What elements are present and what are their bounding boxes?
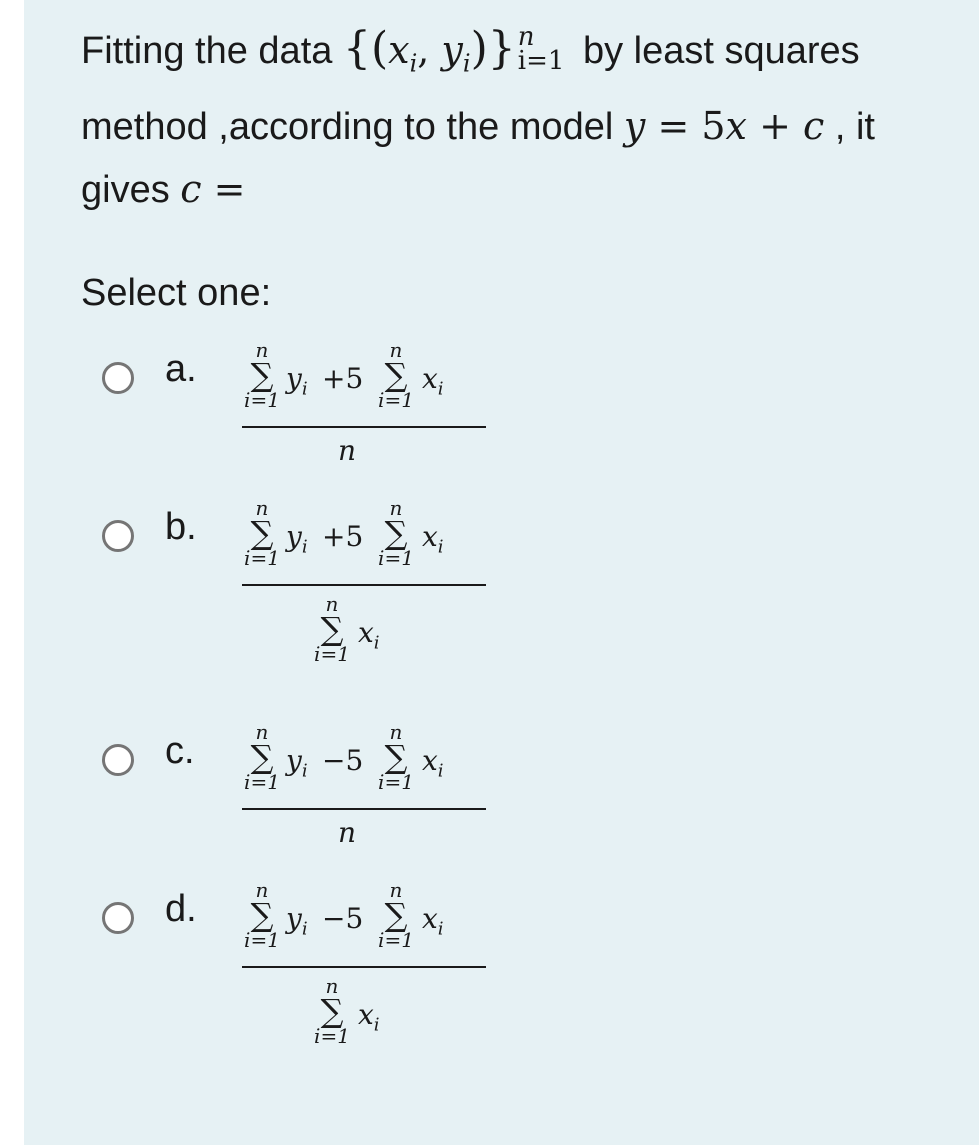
radio-a[interactable] — [102, 362, 134, 394]
option-formula — [242, 880, 462, 1068]
set-limit-top: n — [517, 21, 535, 52]
option-letter: d. — [165, 888, 197, 930]
sigma-glyph: ∑ — [384, 514, 408, 552]
sigma-glyph: ∑ — [250, 356, 274, 394]
model-x: x — [725, 103, 747, 148]
set-comma: , — [417, 28, 442, 72]
sum-upper-limit: n — [389, 720, 403, 744]
term-x: $x_i$ — [422, 902, 444, 940]
question-gives: gives — [81, 168, 170, 211]
sigma-glyph: ∑ — [250, 896, 274, 934]
question-intro: Fitting the data — [81, 30, 333, 72]
sum-lower-limit: i=1 — [244, 928, 280, 952]
sum-symbol — [376, 340, 416, 410]
radio-c[interactable] — [102, 744, 134, 776]
denominator-n: n — [338, 434, 357, 467]
question-model-text: method ,according to the model — [81, 105, 614, 148]
sum-lower-limit: i=1 — [378, 928, 414, 952]
sum-upper-limit: n — [389, 496, 403, 520]
question-text — [81, 18, 971, 221]
sum-upper-limit: n — [389, 878, 403, 902]
formula-denominator — [242, 968, 462, 1068]
sum-upper-limit: n — [255, 496, 269, 520]
formula-numerator — [242, 340, 462, 426]
model-c: c — [802, 103, 825, 148]
sum-symbol — [376, 880, 416, 950]
sum-symbol — [242, 880, 282, 950]
formula-numerator — [242, 880, 462, 966]
sum-upper-limit: n — [389, 338, 403, 362]
set-y-index: i — [462, 49, 471, 78]
sum-symbol — [242, 340, 282, 410]
question-line-2 — [81, 95, 971, 158]
set-x-index: i — [409, 49, 418, 78]
question-card — [24, 0, 979, 1145]
term-y: $y_i$ — [286, 520, 308, 558]
term-operator: −5 — [322, 902, 364, 935]
option-formula — [242, 340, 462, 478]
sigma-glyph: ∑ — [250, 514, 274, 552]
formula-denominator — [242, 428, 462, 478]
ask-c: c — [180, 166, 202, 211]
set-limits — [517, 21, 565, 76]
model-plus: + — [746, 103, 803, 148]
option-letter: b. — [165, 506, 197, 548]
sum-lower-limit: i=1 — [244, 388, 280, 412]
set-limit-bottom: i=1 — [517, 45, 565, 76]
sigma-glyph: ∑ — [320, 610, 344, 648]
set-open: {( — [342, 23, 389, 74]
sum-upper-limit: n — [325, 974, 339, 998]
term-operator: −5 — [322, 744, 364, 777]
sum-lower-limit: i=1 — [378, 546, 414, 570]
sum-upper-limit: n — [255, 878, 269, 902]
sum-upper-limit: n — [255, 720, 269, 744]
sum-lower-limit: i=1 — [244, 546, 280, 570]
ask-equals: = — [201, 166, 246, 211]
question-line-3 — [81, 158, 971, 221]
sum-symbol — [376, 722, 416, 792]
radio-b[interactable] — [102, 520, 134, 552]
term-y: $y_i$ — [286, 744, 308, 782]
sum-symbol — [312, 594, 352, 664]
term-operator: +5 — [322, 362, 364, 395]
sigma-glyph: ∑ — [384, 896, 408, 934]
option-formula — [242, 722, 462, 860]
sum-symbol — [242, 722, 282, 792]
model-end: , it — [824, 105, 875, 148]
term-x: $x_i$ — [422, 520, 444, 558]
term-y: $y_i$ — [286, 362, 308, 400]
model-y: y — [623, 103, 646, 148]
set-y: y — [441, 28, 463, 72]
term-y: $y_i$ — [286, 902, 308, 940]
sigma-glyph: ∑ — [384, 356, 408, 394]
denominator-n: n — [338, 816, 357, 849]
sigma-glyph: ∑ — [250, 738, 274, 776]
radio-d[interactable] — [102, 902, 134, 934]
formula-denominator — [242, 810, 462, 860]
term-x: $x_i$ — [422, 744, 444, 782]
option-formula — [242, 498, 462, 686]
term-operator: +5 — [322, 520, 364, 553]
sum-symbol — [242, 498, 282, 568]
formula-numerator — [242, 722, 462, 808]
sum-lower-limit: i=1 — [378, 388, 414, 412]
formula-denominator — [242, 586, 462, 686]
sum-symbol — [312, 976, 352, 1046]
sigma-glyph: ∑ — [320, 992, 344, 1030]
set-close: )} — [470, 23, 516, 74]
sum-upper-limit: n — [255, 338, 269, 362]
sum-lower-limit: i=1 — [244, 770, 280, 794]
sum-upper-limit: n — [325, 592, 339, 616]
sum-lower-limit: i=1 — [378, 770, 414, 794]
option-letter: a. — [165, 348, 197, 390]
set-x: x — [388, 28, 410, 72]
question-intro-end: by least squares — [582, 30, 860, 72]
sum-symbol — [376, 498, 416, 568]
question-line-1 — [81, 18, 971, 95]
sum-lower-limit: i=1 — [314, 642, 350, 666]
formula-numerator — [242, 498, 462, 584]
term-x: $x_i$ — [422, 362, 444, 400]
select-one-label: Select one: — [81, 272, 272, 314]
term-x: $x_i$ — [358, 616, 380, 654]
sigma-glyph: ∑ — [384, 738, 408, 776]
option-letter: c. — [165, 730, 195, 772]
term-x: $x_i$ — [358, 998, 380, 1036]
model-equals: = 5 — [645, 103, 726, 148]
sum-lower-limit: i=1 — [314, 1024, 350, 1048]
